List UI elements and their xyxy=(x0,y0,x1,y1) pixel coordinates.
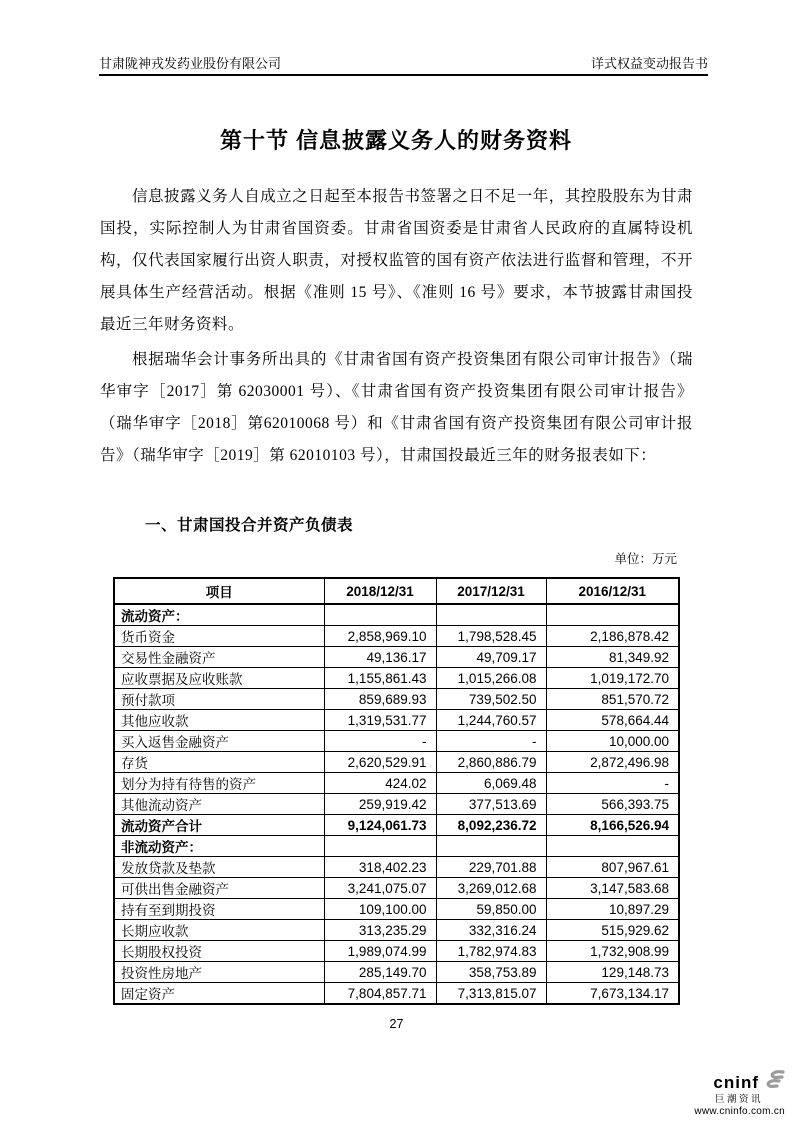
header-divider xyxy=(99,74,708,76)
row-value: 2,860,886.79 xyxy=(436,752,546,773)
row-value: 807,967.61 xyxy=(546,857,679,878)
row-value: 8,166,526.94 xyxy=(546,815,679,836)
row-value: 7,313,815.07 xyxy=(436,983,546,1005)
row-label: 交易性金融资产 xyxy=(114,647,324,668)
page-number: 27 xyxy=(389,1017,404,1031)
row-value: 6,069.48 xyxy=(436,773,546,794)
table-row xyxy=(114,794,679,815)
row-value: 1,319,531.77 xyxy=(324,710,436,731)
table-row xyxy=(114,604,679,626)
row-label: 流动资产合计 xyxy=(114,815,324,836)
row-value: 10,000.00 xyxy=(546,731,679,752)
row-value: 1,989,074.99 xyxy=(324,941,436,962)
row-value: 109,100.00 xyxy=(324,899,436,920)
row-label: 可供出售金融资产 xyxy=(114,878,324,899)
row-label: 预付款项 xyxy=(114,689,324,710)
row-label: 持有至到期投资 xyxy=(114,899,324,920)
row-label: 货币资金 xyxy=(114,626,324,647)
row-value: 332,316.24 xyxy=(436,920,546,941)
row-value: 1,798,528.45 xyxy=(436,626,546,647)
row-label: 买入返售金融资产 xyxy=(114,731,324,752)
table-row xyxy=(114,626,679,647)
row-label: 固定资产 xyxy=(114,983,324,1005)
row-value: - xyxy=(436,731,546,752)
row-label: 发放贷款及垫款 xyxy=(114,857,324,878)
row-value: 10,897.29 xyxy=(546,899,679,920)
row-value: 358,753.89 xyxy=(436,962,546,983)
row-value: - xyxy=(546,773,679,794)
row-label: 长期股权投资 xyxy=(114,941,324,962)
row-value xyxy=(436,836,546,857)
row-value: 1,782,974.83 xyxy=(436,941,546,962)
table-row xyxy=(114,773,679,794)
row-value: 49,709.17 xyxy=(436,647,546,668)
row-value: 739,502.50 xyxy=(436,689,546,710)
row-label: 投资性房地产 xyxy=(114,962,324,983)
row-label: 存货 xyxy=(114,752,324,773)
row-value: 1,155,861.43 xyxy=(324,668,436,689)
body-text xyxy=(100,181,693,475)
row-value: 49,136.17 xyxy=(324,647,436,668)
table-row xyxy=(114,920,679,941)
cninfo-url: www.cninfo.com.cn xyxy=(694,1106,785,1118)
table-row xyxy=(114,899,679,920)
balance-sheet-body xyxy=(114,604,679,1004)
row-value: 1,019,172.70 xyxy=(546,668,679,689)
document-header xyxy=(99,53,708,72)
table-row xyxy=(114,689,679,710)
row-value: 318,402.23 xyxy=(324,857,436,878)
row-value: 3,147,583.68 xyxy=(546,878,679,899)
row-label: 非流动资产： xyxy=(114,836,324,857)
row-value: 1,732,908.99 xyxy=(546,941,679,962)
cninfo-swirl-icon xyxy=(761,1070,785,1095)
row-value: 2,186,878.42 xyxy=(546,626,679,647)
section-heading: 一、甘肃国投合并资产负债表 xyxy=(145,517,354,534)
table-row xyxy=(114,731,679,752)
paragraph-2: 根据瑞华会计事务所出具的《甘肃省国有资产投资集团有限公司审计报告》（瑞华审字［2017］第 62030001 号）、《甘肃省国有资产投资集团有限公司审计报告》（瑞华审字［2018］第62010068 号）和《甘肃省国有资产投资集团有限公司审计报告》（瑞华审字［2019］第 62010103 号），甘肃国投最近三年的财务报表如下： xyxy=(100,351,693,464)
row-value xyxy=(546,836,679,857)
row-value: 377,513.69 xyxy=(436,794,546,815)
row-value: 859,689.93 xyxy=(324,689,436,710)
header-report-type: 详式权益变动报告书 xyxy=(590,56,708,71)
row-value xyxy=(324,604,436,626)
row-label: 其他应收款 xyxy=(114,710,324,731)
row-value: 578,664.44 xyxy=(546,710,679,731)
row-value: 229,701.88 xyxy=(436,857,546,878)
row-label: 应收票据及应收账款 xyxy=(114,668,324,689)
row-value: 9,124,061.73 xyxy=(324,815,436,836)
column-header-2016: 2016/12/31 xyxy=(546,578,679,604)
row-value: 1,244,760.57 xyxy=(436,710,546,731)
header-company-name: 甘肃陇神戎发药业股份有限公司 xyxy=(99,56,282,71)
column-header-2018: 2018/12/31 xyxy=(324,578,436,604)
cninfo-watermark xyxy=(665,1070,785,1118)
row-value: 1,015,266.08 xyxy=(436,668,546,689)
row-value: 2,620,529.91 xyxy=(324,752,436,773)
column-header-2017: 2017/12/31 xyxy=(436,578,546,604)
row-value: 285,149.70 xyxy=(324,962,436,983)
cninfo-brand-text: cninf xyxy=(713,1072,759,1092)
row-value: 566,393.75 xyxy=(546,794,679,815)
row-value xyxy=(546,604,679,626)
row-value: 851,570.72 xyxy=(546,689,679,710)
row-value: 129,148.73 xyxy=(546,962,679,983)
row-label: 流动资产： xyxy=(114,604,324,626)
unit-label: 单位：万元 xyxy=(614,552,677,566)
paragraph-1: 信息披露义务人自成立之日起至本报告书签署之日不足一年，其控股股东为甘肃国投，实际控制人为甘肃省国资委。甘肃省国资委是甘肃省人民政府的直属特设机构，仅代表国家履行出资人职责，对授权监管的国有资产依法进行监督和管理，不开展具体生产经营活动。根据《准则 15 号》、《准则 16 号》要求，本节披露甘肃国投最近三年财务资料。 xyxy=(100,188,693,333)
row-value xyxy=(324,836,436,857)
table-row xyxy=(114,668,679,689)
balance-sheet-table xyxy=(113,577,680,1005)
row-label: 长期应收款 xyxy=(114,920,324,941)
table-header-row xyxy=(114,578,679,604)
row-value: 3,241,075.07 xyxy=(324,878,436,899)
row-value: 424.02 xyxy=(324,773,436,794)
table-row xyxy=(114,878,679,899)
table-row xyxy=(114,983,679,1005)
row-value: 2,858,969.10 xyxy=(324,626,436,647)
row-label: 其他流动资产 xyxy=(114,794,324,815)
row-value: 3,269,012.68 xyxy=(436,878,546,899)
row-value: 81,349.92 xyxy=(546,647,679,668)
table-row xyxy=(114,752,679,773)
row-value: - xyxy=(324,731,436,752)
row-value xyxy=(436,604,546,626)
table-row xyxy=(114,962,679,983)
row-value: 515,929.62 xyxy=(546,920,679,941)
table-row xyxy=(114,941,679,962)
page-title: 第十节 信息披露义务人的财务资料 xyxy=(219,128,573,153)
row-value: 59,850.00 xyxy=(436,899,546,920)
table-row xyxy=(114,815,679,836)
row-value: 259,919.42 xyxy=(324,794,436,815)
table-row xyxy=(114,710,679,731)
column-header-item: 项目 xyxy=(114,578,324,604)
row-value: 313,235.29 xyxy=(324,920,436,941)
table-row xyxy=(114,857,679,878)
row-value: 2,872,496.98 xyxy=(546,752,679,773)
row-value: 8,092,236.72 xyxy=(436,815,546,836)
table-row xyxy=(114,647,679,668)
row-label: 划分为持有待售的资产 xyxy=(114,773,324,794)
row-value: 7,804,857.71 xyxy=(324,983,436,1005)
row-value: 7,673,134.17 xyxy=(546,983,679,1005)
cninfo-chinese-name: 巨潮资讯 xyxy=(714,1094,763,1106)
table-row xyxy=(114,836,679,857)
